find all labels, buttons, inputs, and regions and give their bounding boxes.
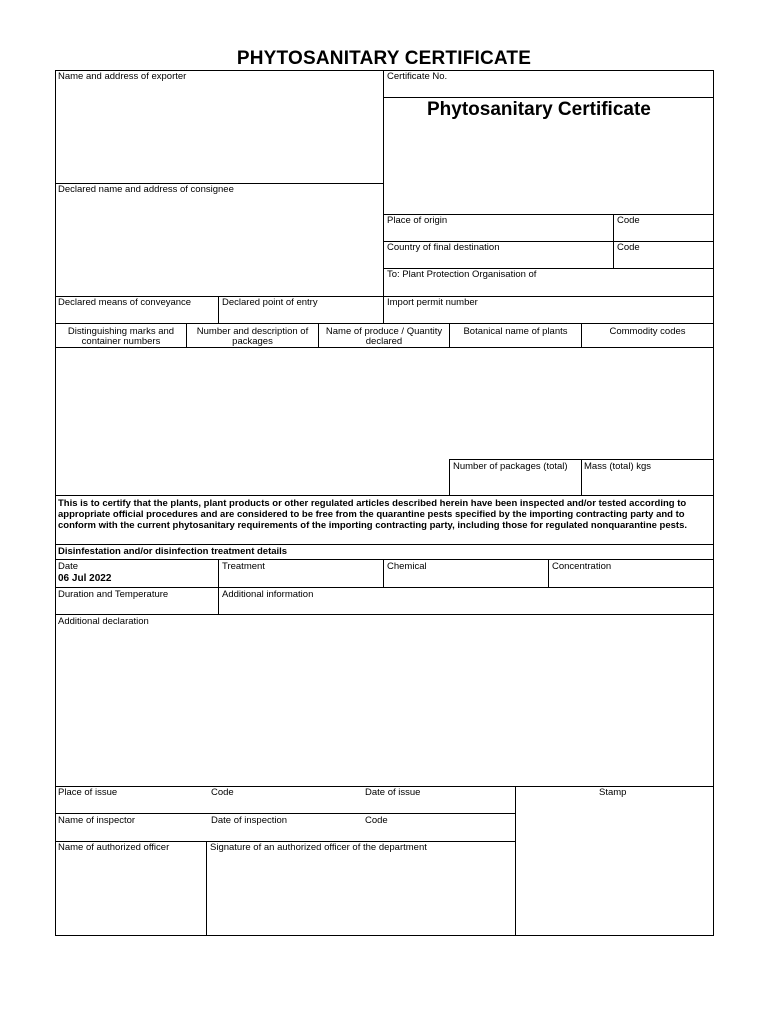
date-of-inspection-label: Date of inspection [211,815,288,826]
authorized-officer-label: Name of authorized officer [58,842,170,853]
certification-text: This is to certify that the plants, plant products or other regulated articles described herein have been inspected and/or tested according to appropriate official procedures and are considered to be free from the quarantine pests specified by the importing contracting party and to conform with the current phytosanitary requirements of the importing contracting party, including those for regulated nonquarantine pests. [58,498,687,531]
divider [186,323,187,347]
divider [55,614,714,615]
treatment-heading: Disinfestation and/or disinfection treatment details [58,546,288,557]
divider [55,587,714,588]
consignee-label: Declared name and address of consignee [58,184,234,195]
inspection-code-label: Code [365,815,388,826]
place-of-issue-label: Place of issue [58,787,118,798]
name-of-inspector-label: Name of inspector [58,815,136,826]
ppo-label: To: Plant Protection Organisation of [387,269,537,280]
code-origin-label: Code [617,215,640,226]
divider [383,70,384,324]
goods-header-commodity: Commodity codes [609,326,686,337]
divider [55,347,714,348]
stamp-label: Stamp [599,787,627,798]
conveyance-label: Declared means of conveyance [58,297,192,308]
divider [55,323,714,324]
divider [515,786,516,936]
additional-info-label: Additional information [222,589,314,600]
additional-declaration-label: Additional declaration [58,616,149,627]
divider [318,323,319,347]
divider [218,296,219,324]
treatment-date-label: Date [58,561,79,572]
place-of-origin-label: Place of origin [387,215,448,226]
certificate-no-label: Certificate No. [387,71,448,82]
country-destination-label: Country of final destination [387,242,500,253]
issue-code-label: Code [211,787,234,798]
divider [548,559,549,587]
goods-header-packages: Number and description of packages [196,326,309,347]
divider [581,323,582,347]
goods-header-produce: Name of produce / Quantity declared [325,326,443,347]
chemical-label: Chemical [387,561,427,572]
goods-header-marks: Distinguishing marks and container numbers [67,326,175,347]
mass-label: Mass (total) kgs [584,461,652,472]
divider [449,323,450,347]
date-of-issue-label: Date of issue [365,787,421,798]
divider [55,495,714,496]
treatment-date-value: 06 Jul 2022 [58,573,112,584]
certificate-heading: Phytosanitary Certificate [427,99,651,120]
divider [55,559,714,560]
divider [383,559,384,587]
exporter-label: Name and address of exporter [58,71,187,82]
treatment-label: Treatment [222,561,265,572]
divider [206,841,207,936]
concentration-label: Concentration [552,561,612,572]
divider [383,97,714,98]
number-of-packages-label: Number of packages (total) [453,461,568,472]
document-title: PHYTOSANITARY CERTIFICATE [236,48,532,69]
divider [581,459,582,495]
import-permit-label: Import permit number [387,297,478,308]
divider [55,813,515,814]
divider [449,459,450,495]
code-destination-label: Code [617,242,640,253]
divider [55,544,714,545]
signature-label: Signature of an authorized officer of the department [210,842,427,853]
goods-header-botanical: Botanical name of plants [463,326,568,337]
duration-label: Duration and Temperature [58,589,169,600]
point-of-entry-label: Declared point of entry [222,297,318,308]
